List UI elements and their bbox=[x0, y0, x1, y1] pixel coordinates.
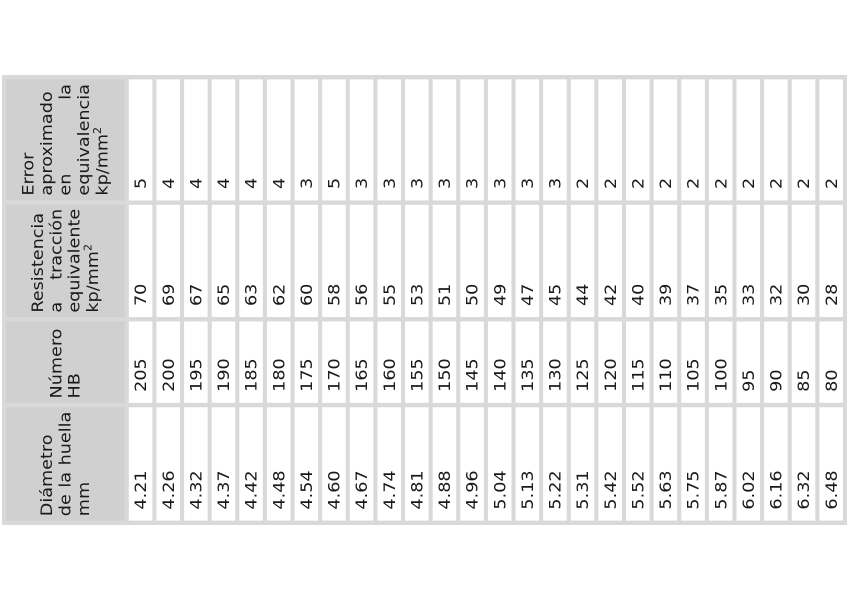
table-row bbox=[764, 80, 788, 521]
cell-approx-error: 2 bbox=[571, 80, 595, 200]
table-row bbox=[322, 80, 346, 521]
cell-approx-error: 2 bbox=[598, 80, 622, 200]
cell-hb-number: 145 bbox=[460, 321, 484, 402]
cell-approx-error: 3 bbox=[460, 80, 484, 200]
table-row bbox=[709, 80, 733, 521]
table-row bbox=[433, 80, 457, 521]
cell-hb-number: 115 bbox=[626, 321, 650, 402]
cell-diameter: 4.32 bbox=[184, 407, 208, 520]
cell-tensile-strength: 37 bbox=[681, 204, 705, 317]
header-hb-number: Número HB bbox=[6, 321, 125, 402]
table-row bbox=[239, 80, 263, 521]
cell-tensile-strength: 70 bbox=[129, 204, 153, 317]
cell-diameter: 4.96 bbox=[460, 407, 484, 520]
cell-diameter: 5.63 bbox=[654, 407, 678, 520]
cell-tensile-strength: 69 bbox=[156, 204, 180, 317]
cell-diameter: 4.74 bbox=[377, 407, 401, 520]
cell-diameter: 4.26 bbox=[156, 407, 180, 520]
cell-hb-number: 135 bbox=[516, 321, 540, 402]
cell-approx-error: 5 bbox=[129, 80, 153, 200]
table-row bbox=[267, 80, 291, 521]
cell-approx-error: 3 bbox=[433, 80, 457, 200]
cell-approx-error: 3 bbox=[377, 80, 401, 200]
cell-tensile-strength: 28 bbox=[819, 204, 843, 317]
cell-hb-number: 150 bbox=[433, 321, 457, 402]
cell-hb-number: 140 bbox=[488, 321, 512, 402]
cell-hb-number: 100 bbox=[709, 321, 733, 402]
cell-diameter: 4.88 bbox=[433, 407, 457, 520]
hardness-equivalence-table bbox=[2, 75, 847, 525]
cell-tensile-strength: 56 bbox=[350, 204, 374, 317]
cell-tensile-strength: 63 bbox=[239, 204, 263, 317]
cell-hb-number: 155 bbox=[405, 321, 429, 402]
cell-hb-number: 120 bbox=[598, 321, 622, 402]
cell-approx-error: 3 bbox=[516, 80, 540, 200]
cell-diameter: 4.42 bbox=[239, 407, 263, 520]
cell-approx-error: 2 bbox=[764, 80, 788, 200]
table-row bbox=[350, 80, 374, 521]
cell-diameter: 4.21 bbox=[129, 407, 153, 520]
cell-tensile-strength: 49 bbox=[488, 204, 512, 317]
cell-hb-number: 105 bbox=[681, 321, 705, 402]
cell-hb-number: 190 bbox=[212, 321, 236, 402]
header-tensile-strength: Resistencia a tracción equivalente $kp/mm^2$ bbox=[6, 204, 125, 317]
table-row bbox=[488, 80, 512, 521]
cell-approx-error: 4 bbox=[184, 80, 208, 200]
cell-hb-number: 160 bbox=[377, 321, 401, 402]
cell-hb-number: 180 bbox=[267, 321, 291, 402]
table-row bbox=[405, 80, 429, 521]
cell-hb-number: 110 bbox=[654, 321, 678, 402]
table-row bbox=[792, 80, 816, 521]
table-body bbox=[129, 80, 843, 521]
cell-tensile-strength: 39 bbox=[654, 204, 678, 317]
cell-tensile-strength: 35 bbox=[709, 204, 733, 317]
cell-hb-number: 125 bbox=[571, 321, 595, 402]
cell-diameter: 4.48 bbox=[267, 407, 291, 520]
cell-approx-error: 3 bbox=[295, 80, 319, 200]
cell-diameter: 6.48 bbox=[819, 407, 843, 520]
cell-diameter: 4.81 bbox=[405, 407, 429, 520]
cell-tensile-strength: 45 bbox=[543, 204, 567, 317]
cell-approx-error: 2 bbox=[792, 80, 816, 200]
cell-diameter: 4.67 bbox=[350, 407, 374, 520]
cell-tensile-strength: 60 bbox=[295, 204, 319, 317]
cell-tensile-strength: 50 bbox=[460, 204, 484, 317]
table-row bbox=[819, 80, 843, 521]
table-row bbox=[516, 80, 540, 521]
cell-diameter: 4.60 bbox=[322, 407, 346, 520]
header-diameter: Diámetro de la huella mm bbox=[6, 407, 125, 520]
table-row bbox=[460, 80, 484, 521]
cell-tensile-strength: 67 bbox=[184, 204, 208, 317]
cell-approx-error: 4 bbox=[156, 80, 180, 200]
cell-tensile-strength: 62 bbox=[267, 204, 291, 317]
cell-tensile-strength: 65 bbox=[212, 204, 236, 317]
cell-diameter: 5.22 bbox=[543, 407, 567, 520]
table-row bbox=[377, 80, 401, 521]
table-row bbox=[626, 80, 650, 521]
cell-hb-number: 80 bbox=[819, 321, 843, 402]
cell-approx-error: 2 bbox=[737, 80, 761, 200]
cell-diameter: 5.87 bbox=[709, 407, 733, 520]
cell-diameter: 6.02 bbox=[737, 407, 761, 520]
cell-hb-number: 205 bbox=[129, 321, 153, 402]
cell-tensile-strength: 32 bbox=[764, 204, 788, 317]
cell-tensile-strength: 58 bbox=[322, 204, 346, 317]
cell-approx-error: 2 bbox=[819, 80, 843, 200]
cell-diameter: 5.31 bbox=[571, 407, 595, 520]
cell-tensile-strength: 40 bbox=[626, 204, 650, 317]
table-row bbox=[737, 80, 761, 521]
table-row bbox=[156, 80, 180, 521]
table-row bbox=[212, 80, 236, 521]
cell-approx-error: 2 bbox=[626, 80, 650, 200]
cell-hb-number: 95 bbox=[737, 321, 761, 402]
cell-hb-number: 165 bbox=[350, 321, 374, 402]
table-row bbox=[184, 80, 208, 521]
header-row bbox=[6, 80, 125, 521]
table-row bbox=[543, 80, 567, 521]
cell-tensile-strength: 42 bbox=[598, 204, 622, 317]
cell-diameter: 5.52 bbox=[626, 407, 650, 520]
cell-approx-error: 3 bbox=[350, 80, 374, 200]
cell-tensile-strength: 51 bbox=[433, 204, 457, 317]
table-row bbox=[571, 80, 595, 521]
cell-diameter: 6.16 bbox=[764, 407, 788, 520]
cell-hb-number: 200 bbox=[156, 321, 180, 402]
cell-hb-number: 90 bbox=[764, 321, 788, 402]
cell-diameter: 4.54 bbox=[295, 407, 319, 520]
cell-hb-number: 195 bbox=[184, 321, 208, 402]
table-row bbox=[129, 80, 153, 521]
cell-hb-number: 170 bbox=[322, 321, 346, 402]
cell-tensile-strength: 47 bbox=[516, 204, 540, 317]
table-row bbox=[295, 80, 319, 521]
cell-approx-error: 4 bbox=[212, 80, 236, 200]
cell-approx-error: 5 bbox=[322, 80, 346, 200]
cell-approx-error: 4 bbox=[267, 80, 291, 200]
cell-tensile-strength: 30 bbox=[792, 204, 816, 317]
cell-hb-number: 175 bbox=[295, 321, 319, 402]
cell-hb-number: 85 bbox=[792, 321, 816, 402]
cell-diameter: 4.37 bbox=[212, 407, 236, 520]
cell-approx-error: 3 bbox=[405, 80, 429, 200]
cell-approx-error: 2 bbox=[681, 80, 705, 200]
cell-hb-number: 130 bbox=[543, 321, 567, 402]
header-approx-error: Error aproximado en la equivalencia $kp/mm^2$ bbox=[6, 80, 125, 200]
cell-tensile-strength: 33 bbox=[737, 204, 761, 317]
cell-diameter: 6.32 bbox=[792, 407, 816, 520]
cell-tensile-strength: 55 bbox=[377, 204, 401, 317]
table-row bbox=[654, 80, 678, 521]
cell-diameter: 5.04 bbox=[488, 407, 512, 520]
cell-diameter: 5.42 bbox=[598, 407, 622, 520]
rotated-table-container bbox=[2, 75, 847, 525]
cell-approx-error: 4 bbox=[239, 80, 263, 200]
cell-tensile-strength: 53 bbox=[405, 204, 429, 317]
cell-approx-error: 3 bbox=[543, 80, 567, 200]
cell-diameter: 5.13 bbox=[516, 407, 540, 520]
cell-approx-error: 2 bbox=[654, 80, 678, 200]
cell-approx-error: 2 bbox=[709, 80, 733, 200]
cell-hb-number: 185 bbox=[239, 321, 263, 402]
table-row bbox=[598, 80, 622, 521]
cell-approx-error: 3 bbox=[488, 80, 512, 200]
table-row bbox=[681, 80, 705, 521]
cell-tensile-strength: 44 bbox=[571, 204, 595, 317]
cell-diameter: 5.75 bbox=[681, 407, 705, 520]
